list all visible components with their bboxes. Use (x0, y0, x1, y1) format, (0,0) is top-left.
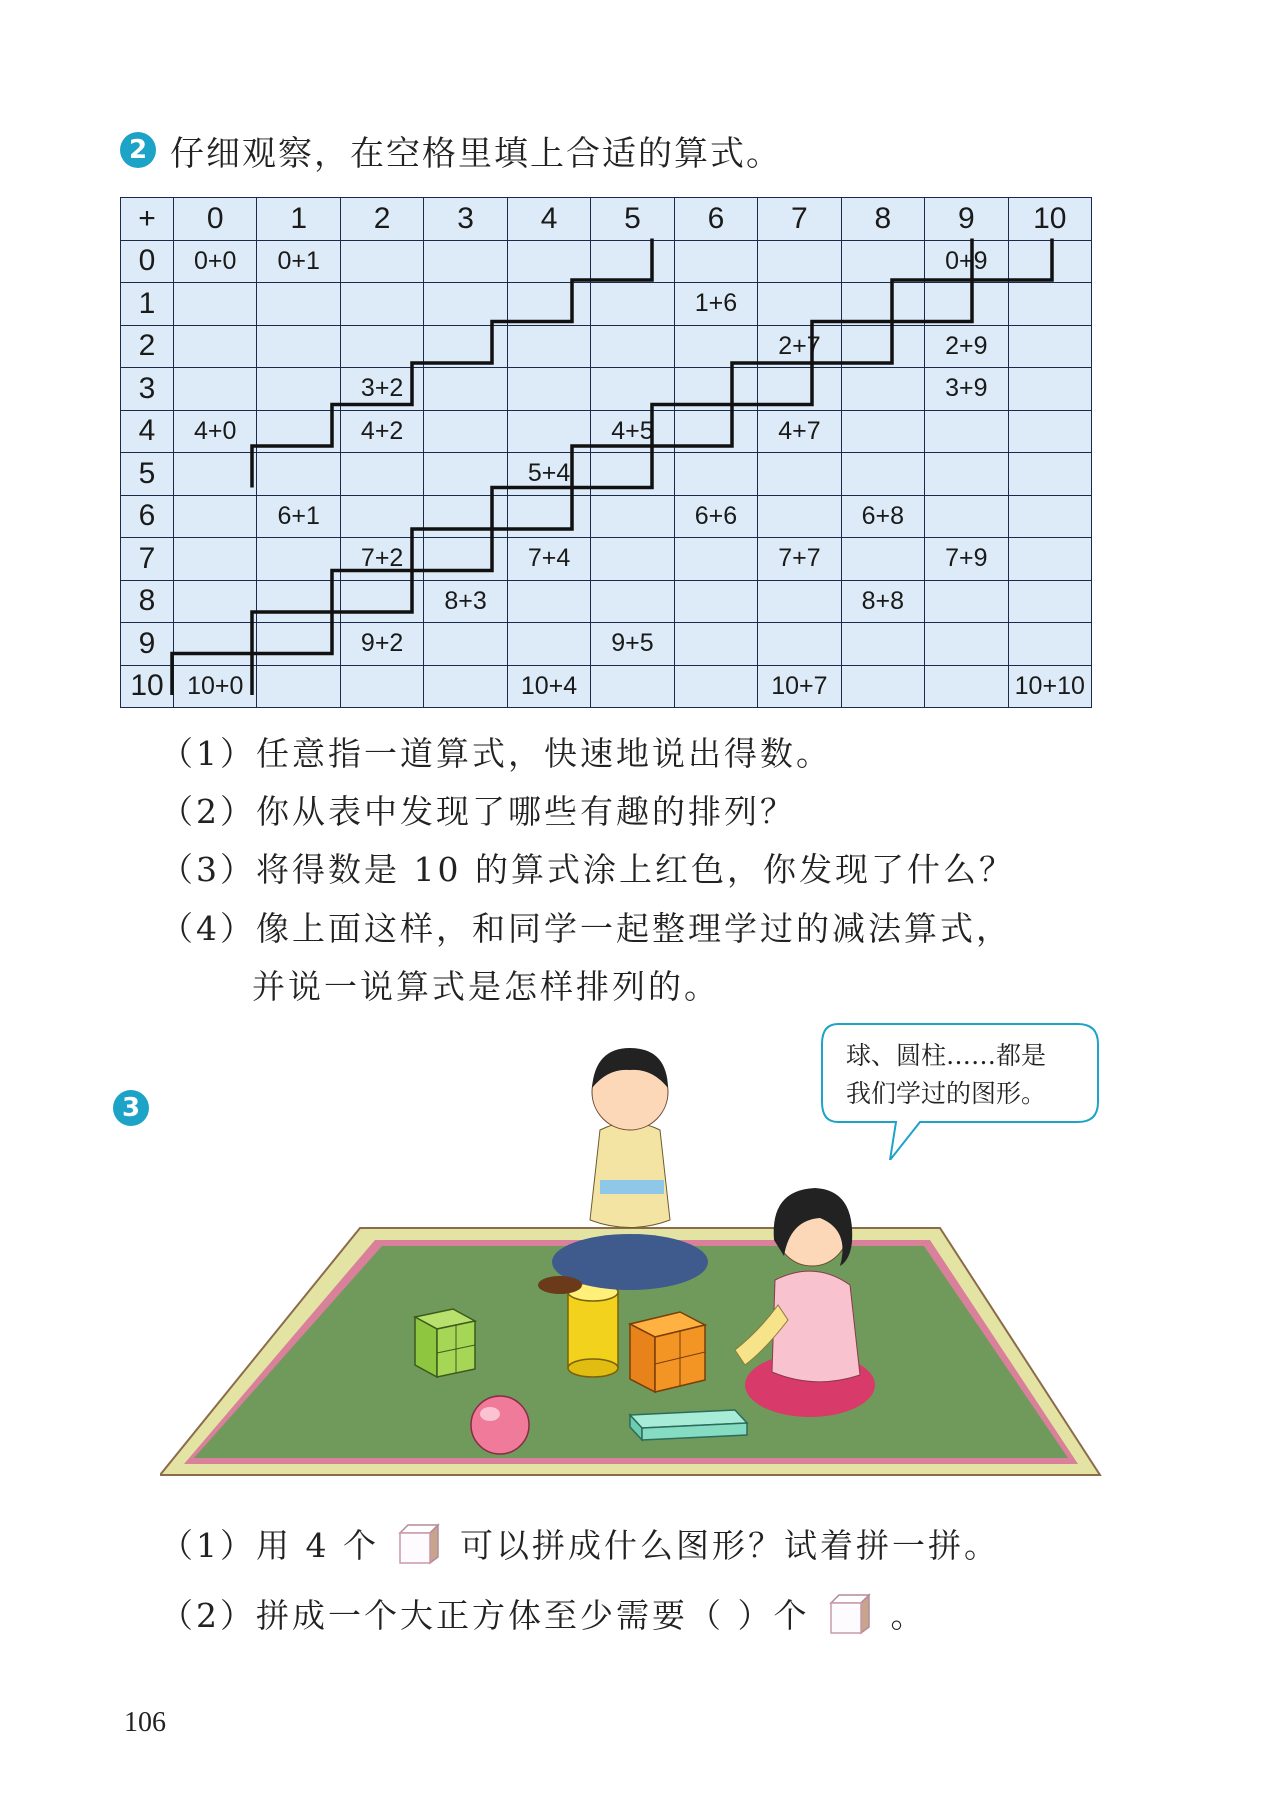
table-cell: 1+6 (674, 283, 757, 326)
table-corner: + (121, 198, 174, 241)
question-3-1-after: 可以拼成什么图形？试着拼一拼。 (459, 1526, 1000, 1565)
column-header: 9 (925, 198, 1008, 241)
column-header: 0 (174, 198, 257, 241)
column-header: 7 (758, 198, 841, 241)
question-3-2-before: （2）拼成一个大正方体至少需要（ ）个 (160, 1596, 810, 1635)
row-header: 4 (121, 410, 174, 453)
page-number: 106 (124, 1707, 166, 1738)
table-cell: 4+2 (340, 410, 423, 453)
table-cell: 2+7 (758, 325, 841, 368)
row-header: 8 (121, 580, 174, 623)
table-cell: 2+9 (925, 325, 1008, 368)
column-header: 10 (1008, 198, 1091, 241)
staircase-line-sum-5 (252, 239, 652, 488)
table-cell: 0+9 (925, 240, 1008, 283)
children-shapes-illustration (160, 1030, 1120, 1480)
staircase-lines (120, 197, 1092, 695)
orange-cube-icon (630, 1312, 705, 1392)
row-header: 2 (121, 325, 174, 368)
column-header: 6 (674, 198, 757, 241)
question-2-4-cont: 并说一说算式是怎样排列的。 (252, 967, 720, 1006)
table-cell: 0+1 (257, 240, 340, 283)
cyan-cuboid-icon (630, 1410, 747, 1440)
question-3-1-before: （1）用 4 个 (160, 1526, 379, 1565)
question-3-2 (160, 1590, 927, 1637)
table-cell: 10+4 (507, 665, 590, 708)
table-cell: 9+2 (340, 623, 423, 666)
small-cube-icon (396, 1521, 442, 1565)
table-cell: 7+2 (340, 538, 423, 581)
row-header: 5 (121, 453, 174, 496)
green-cube-icon (415, 1309, 475, 1377)
table-cell: 8+3 (424, 580, 507, 623)
column-header: 2 (340, 198, 423, 241)
table-cell: 6+8 (841, 495, 924, 538)
question-3-2-after: 。 (890, 1596, 927, 1635)
table-cell: 3+2 (340, 368, 423, 411)
column-header: 3 (424, 198, 507, 241)
table-cell: 4+7 (758, 410, 841, 453)
section-2-badge: 2 (120, 132, 156, 168)
addition-table (120, 197, 1092, 703)
yellow-cylinder-icon (568, 1283, 618, 1377)
question-2-2: （2）你从表中发现了哪些有趣的排列？ (160, 792, 796, 831)
row-header: 10 (121, 665, 174, 708)
table-cell: 3+9 (925, 368, 1008, 411)
question-2-1: （1）任意指一道算式，快速地说出得数。 (160, 734, 832, 773)
table-cell: 10+10 (1008, 665, 1091, 708)
pink-sphere-icon (471, 1396, 529, 1454)
table-cell: 10+7 (758, 665, 841, 708)
row-header: 6 (121, 495, 174, 538)
boy-figure (538, 1048, 708, 1294)
column-header: 5 (591, 198, 674, 241)
column-header: 8 (841, 198, 924, 241)
question-3-1 (160, 1520, 1000, 1567)
table-cell: 8+8 (841, 580, 924, 623)
row-header: 0 (121, 240, 174, 283)
row-header: 1 (121, 283, 174, 326)
table-cell: 6+1 (257, 495, 340, 538)
row-header: 3 (121, 368, 174, 411)
speech-line-1: 球、圆柱……都是 (846, 1041, 1047, 1070)
table-cell: 6+6 (674, 495, 757, 538)
table-cell: 7+7 (758, 538, 841, 581)
table-cell: 5+4 (507, 453, 590, 496)
column-header: 4 (507, 198, 590, 241)
question-2-4: （4）像上面这样，和同学一起整理学过的减法算式， (160, 909, 1012, 948)
section-3-badge: 3 (113, 1090, 149, 1126)
table-cell: 7+9 (925, 538, 1008, 581)
table-cell: 10+0 (174, 665, 257, 708)
row-header: 7 (121, 538, 174, 581)
table-cell: 9+5 (591, 623, 674, 666)
row-header: 9 (121, 623, 174, 666)
table-cell: 7+4 (507, 538, 590, 581)
table-cell: 0+0 (174, 240, 257, 283)
table-cell: 4+5 (591, 410, 674, 453)
column-header: 1 (257, 198, 340, 241)
speech-line-2: 我们学过的图形。 (846, 1079, 1047, 1108)
question-2-3: （3）将得数是 10 的算式涂上红色，你发现了什么？ (160, 850, 1015, 889)
small-cube-icon (827, 1591, 873, 1635)
table-cell: 4+0 (174, 410, 257, 453)
staircase-line-sum-10-right (252, 239, 1052, 696)
section-2-title: 仔细观察，在空格里填上合适的算式。 (170, 134, 782, 174)
